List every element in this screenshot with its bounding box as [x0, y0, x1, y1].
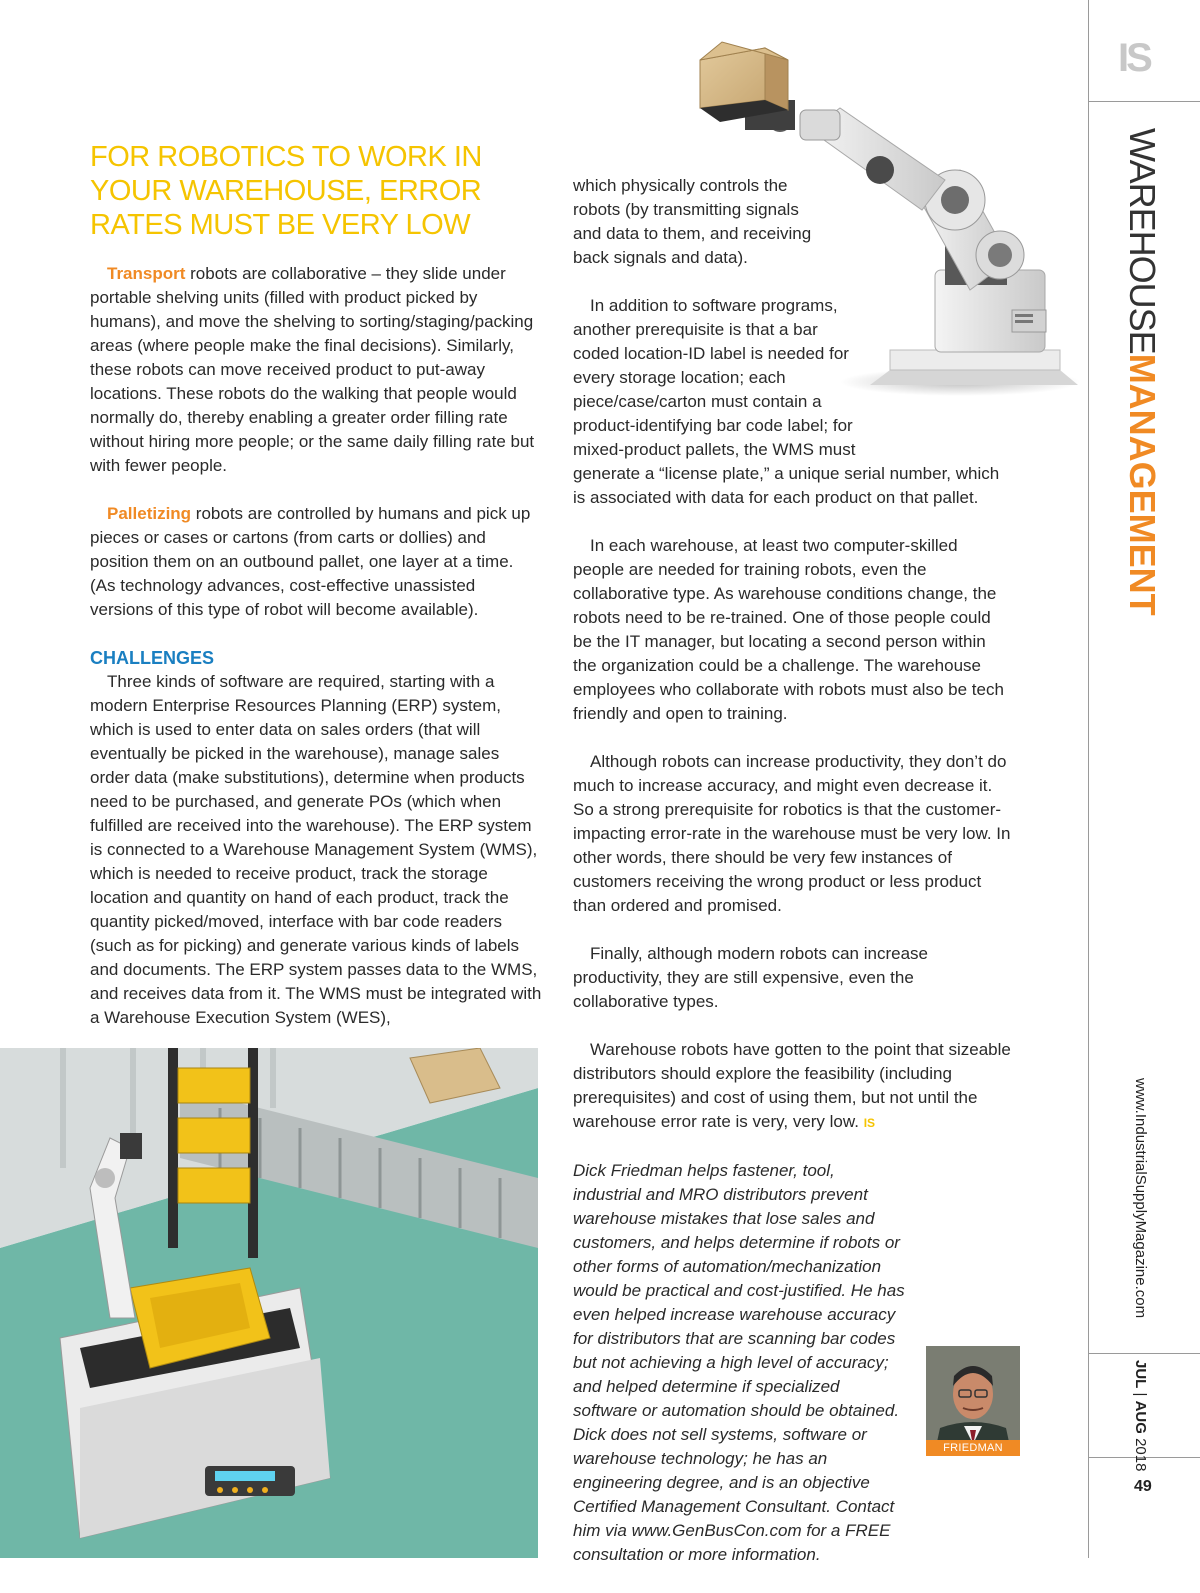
paragraph-palletizing — [90, 502, 542, 622]
sidebar-rule-issue — [1088, 1353, 1200, 1354]
issue-date — [1128, 1360, 1152, 1472]
author-photo-caption: FRIEDMAN — [926, 1440, 1020, 1456]
paragraph-training: In each warehouse, at least two computer-skilled people are needed for training robots, even the collaborative type. As warehouse conditions change, the robots need to be re-trained. One of those people could be the IT manager, but locating a second person within the organization could be a challenge. The warehouse employees who collaborate with robots must also be tech friendly and open to training. — [573, 536, 1004, 723]
issue-year: 2018 — [1132, 1433, 1149, 1472]
section-title-warehouse: WAREHOUSE — [1122, 128, 1163, 354]
page-number: 49 — [1134, 1478, 1152, 1495]
paragraph-continued: which physically controls the robots (by transmitting signals and data to them, and receiving back signals and data). — [573, 176, 812, 267]
paragraph-transport-text: robots are collaborative – they slide under portable shelving units (filled with product picked by humans), and move the shelving to sorting/staging/packing areas (where people make the final decisions). Similarly, these robots can move received product to put-away locations. These robots do the walking that people would normally do, thereby enabling a greater order filling rate without hiring more people; or the same daily filling rate but with fewer people. — [90, 264, 535, 475]
paragraph-palletizing-text: robots are controlled by humans and pick up pieces or cases or cartons (from carts or dollies) and position them on an outbound pallet, one layer at a time. (As technology advances, cost-effective unassisted versions of this type of robot will become available). — [90, 504, 531, 619]
sidebar-divider — [1088, 0, 1089, 1558]
paragraph-challenges: Three kinds of software are required, starting with a modern Enterprise Resources Planning (ERP) system, which is used to enter data on sales orders (that will eventually be picked in the warehouse), manage sales order data (make substitutions), determine when products need to be purchased, and generate POs (which when fulfilled are received into the warehouse). The ERP system is connected to a Warehouse Management System (WMS), which is needed to receive product, track the storage location and quantity on hand of each product, track the quantity picked/moved, interface with bar code readers (such as for picking) and generate various kinds of labels and documents. The ERP system passes data to the WMS, and receives data from it. The WMS must be integrated with a Warehouse Execution System (WES), — [90, 672, 542, 1027]
paragraph-prereq-text: In addition to software programs, another prerequisite is that a bar coded location-ID label is needed for every storage location; each piece/case/carton must contain a product-identifying bar code label; for mixed-product pallets, the WMS must generate a “license plate,” a unique serial number, which is associated with data for each product on that pallet. — [573, 296, 1000, 507]
paragraph-conclusion-text: Warehouse robots have gotten to the point that sizeable distributors should explore the feasibility (including prerequisites) and cost of using them, but not until the warehouse error rate is very, very low. — [573, 1040, 1011, 1131]
issue-separator: | — [1132, 1388, 1149, 1401]
is-logo: IS — [1118, 36, 1150, 80]
paragraph-prereq — [573, 294, 1013, 510]
paragraph-transport — [90, 262, 542, 478]
section-title — [1122, 128, 1163, 616]
article-headline: FOR ROBOTICS TO WORK IN YOUR WAREHOUSE, ERROR RATES MUST BE VERY LOW — [90, 141, 482, 241]
paragraph-expensive: Finally, although modern robots can increase productivity, they are still expensive, even the collaborative types. — [573, 944, 928, 1011]
sidebar-rule-top — [1088, 101, 1200, 102]
warehouse-robot-illustration — [0, 1048, 538, 1558]
lead-palletizing: Palletizing — [107, 504, 192, 523]
magazine-url — [1128, 1078, 1152, 1338]
author-bio-text: Dick Friedman helps fastener, tool, industrial and MRO distributors prevent warehouse mistakes that lose sales and customers, and helps determine if robots or other forms of automation/mechanization would be practical and cost-justified. He has even helped increase warehouse accuracy for distributors that are scanning bar codes but not achieving a high level of accuracy; and helped determine if specialized software or automation should be obtained. Dick does not sell systems, software or warehouse technology; he has an engineering degree, and is an objective Certified Management Consultant. Contact him via www.GenBusCon.com for a FREE consultation or more information. — [573, 1161, 905, 1564]
issue-month-jul: JUL — [1132, 1360, 1149, 1389]
paragraph-conclusion — [573, 1038, 1013, 1135]
issue-month-aug: AUG — [1132, 1400, 1149, 1434]
lead-transport: Transport — [107, 264, 186, 283]
end-mark-logo: IS — [863, 1116, 876, 1130]
section-title-management: MANAGEMENT — [1122, 353, 1163, 616]
subhead-challenges: CHALLENGES — [90, 648, 215, 668]
paragraph-accuracy: Although robots can increase productivity, they don’t do much to increase accuracy, and might even decrease it. So a strong prerequisite for robotics is that the customer-impacting error-rate in the warehouse must be very low. In other words, there should be very few instances of customers receiving the wrong product or less product than ordered and promised. — [573, 752, 1011, 915]
magazine-url-text: www.IndustrialSupplyMagazine.com — [1132, 1078, 1149, 1319]
article-column-1 — [90, 262, 542, 1030]
